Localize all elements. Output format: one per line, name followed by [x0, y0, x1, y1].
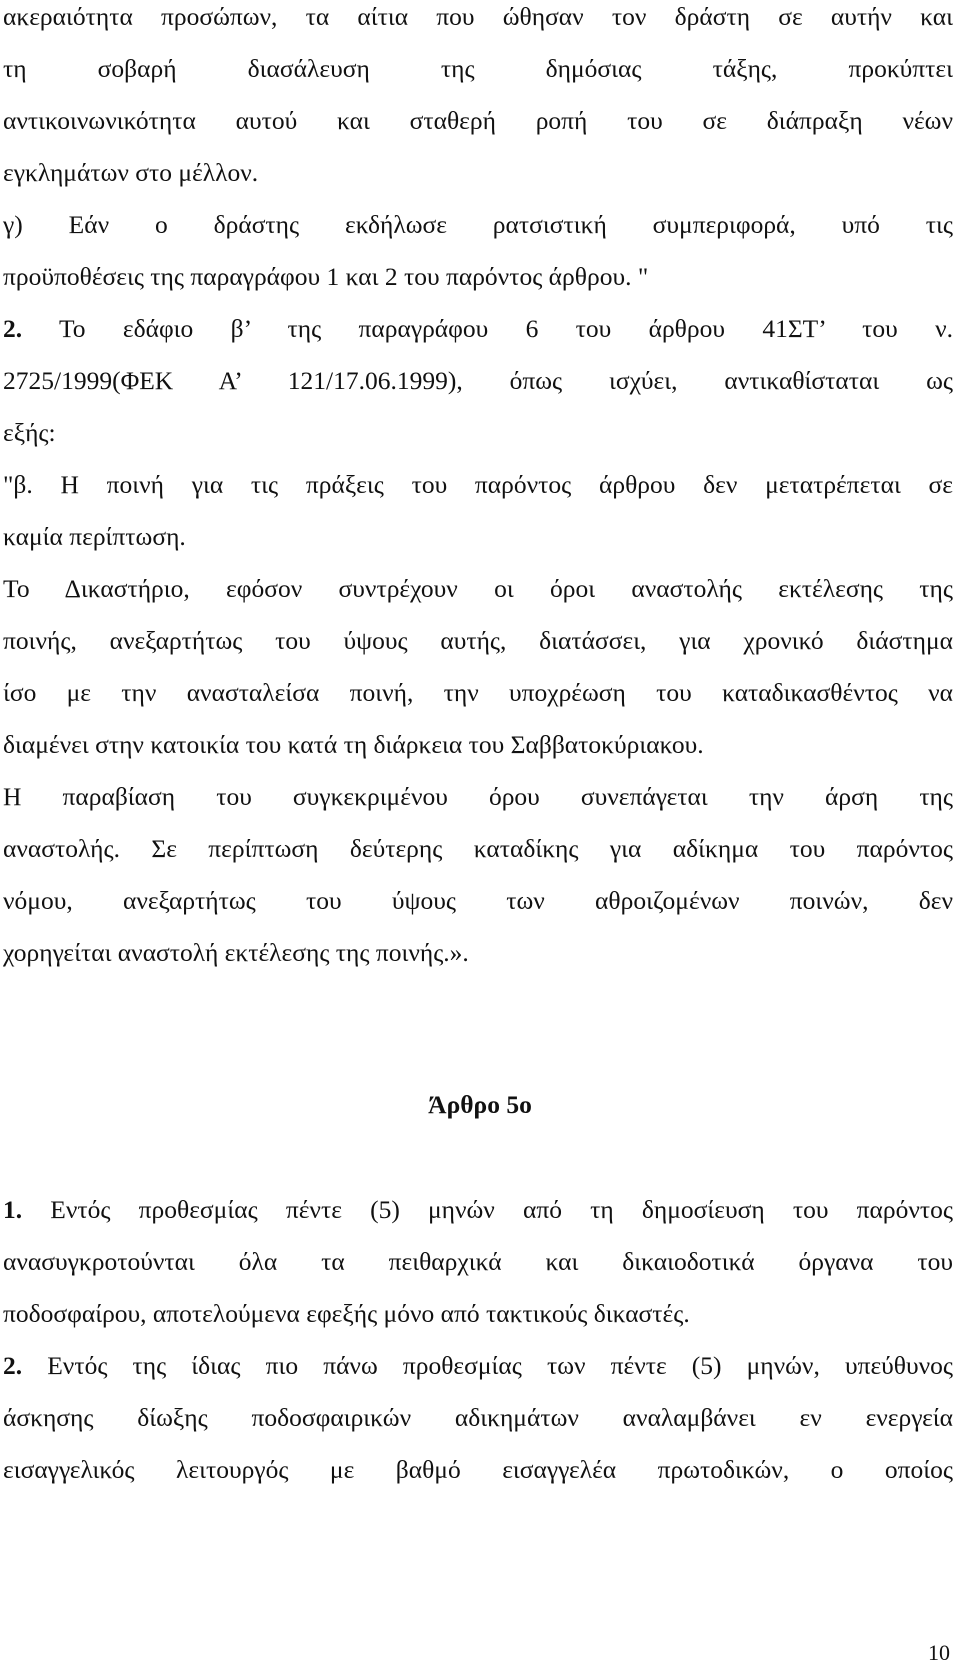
text-line: 2. Εντός της ίδιας πιο πάνω προθεσμίας των πέντε (5) μηνών, υπεύθυνος	[3, 1351, 953, 1380]
text-line: αναστολής. Σε περίπτωση δεύτερης καταδίκης για αδίκημα του παρόντος	[3, 834, 953, 863]
text-line: τη σοβαρή διασάλευση της δημόσιας τάξης, προκύπτει	[3, 54, 953, 83]
text-line: προϋποθέσεις της παραγράφου 1 και 2 του παρόντος άρθρου. "	[3, 262, 649, 291]
paragraph-number: 1.	[3, 1195, 23, 1224]
text-line: ακεραιότητα προσώπων, τα αίτια που ώθησαν τον δράστη σε αυτήν και	[3, 2, 953, 31]
paragraph-number: 2.	[3, 314, 23, 343]
text-line: ανασυγκροτούνται όλα τα πειθαρχικά και δικαιοδοτικά όργανα του	[3, 1247, 953, 1276]
text-line: 2725/1999(ΦΕΚ Α’ 121/17.06.1999), όπως ισχύει, αντικαθίσταται ως	[3, 366, 953, 395]
text-line: διαμένει στην κατοικία του κατά τη διάρκεια του Σαββατοκύριακου.	[3, 730, 704, 759]
text-line: νόμου, ανεξαρτήτως του ύψους των αθροιζομένων ποινών, δεν	[3, 886, 953, 915]
paragraph-number: 2.	[3, 1351, 23, 1380]
text-line: ίσο με την ανασταλείσα ποινή, την υποχρέωση του καταδικασθέντος να	[3, 678, 953, 707]
text-line: 1. Εντός προθεσμίας πέντε (5) μηνών από τη δημοσίευση του παρόντος	[3, 1195, 953, 1224]
text-line: Η παραβίαση του συγκεκριμένου όρου συνεπάγεται την άρση της	[3, 782, 953, 811]
page-number: 10	[928, 1640, 950, 1665]
text-line: Το Δικαστήριο, εφόσον συντρέχουν οι όροι αναστολής εκτέλεσης της	[3, 574, 953, 603]
text-line: αντικοινωνικότητα αυτού και σταθερή ροπή του σε διάπραξη νέων	[3, 106, 953, 135]
text-line: "β. Η ποινή για τις πράξεις του παρόντος άρθρου δεν μετατρέπεται σε	[3, 470, 953, 499]
text-line: 2. Το εδάφιο β’ της παραγράφου 6 του άρθρου 41ΣΤ’ του ν.	[3, 314, 953, 343]
text-line: εισαγγελικός λειτουργός με βαθμό εισαγγελέα πρωτοδικών, ο οποίος	[3, 1455, 953, 1484]
article-heading: Άρθρο 5ο	[428, 1090, 532, 1119]
text-line: γ) Εάν ο δράστης εκδήλωσε ρατσιστική συμπεριφορά, υπό τις	[3, 210, 953, 239]
text-line: εγκλημάτων στο μέλλον.	[3, 158, 259, 187]
text-line: εξής:	[3, 418, 56, 447]
text-line: άσκησης δίωξης ποδοσφαιρικών αδικημάτων αναλαμβάνει εν ενεργεία	[3, 1403, 953, 1432]
text-line: καμία περίπτωση.	[3, 522, 186, 551]
text-line: ποινής, ανεξαρτήτως του ύψους αυτής, διατάσσει, για χρονικό διάστημα	[3, 626, 953, 655]
text-line: ποδοσφαίρου, αποτελούμενα εφεξής μόνο από τακτικούς δικαστές.	[3, 1299, 690, 1328]
text-line: χορηγείται αναστολή εκτέλεσης της ποινής.».	[3, 938, 469, 967]
